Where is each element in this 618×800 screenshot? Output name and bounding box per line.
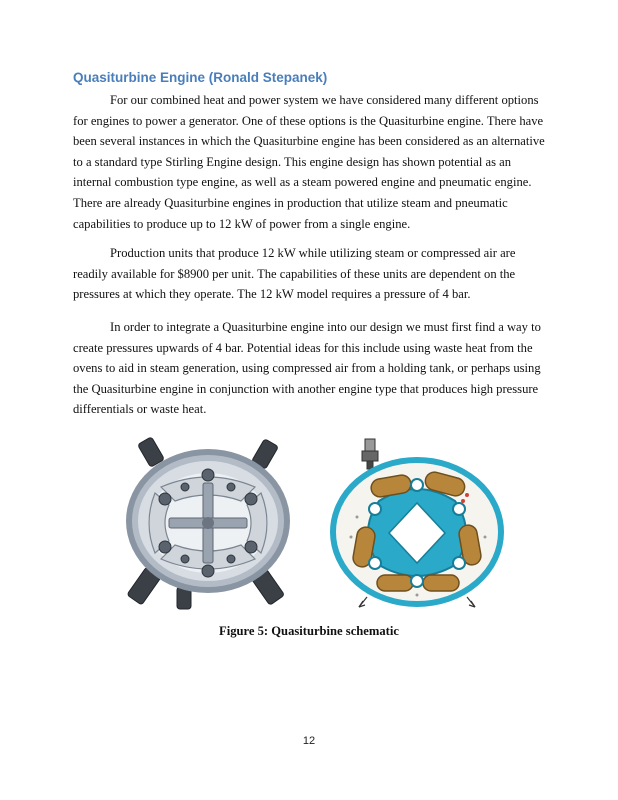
figure-caption: Figure 5: Quasiturbine schematic <box>219 624 399 638</box>
page-number: 12 <box>302 735 316 747</box>
paragraph-2: Production units that produce 12 kW while utilizing steam or compressed air are readily available for $8900 per unit. The capabilities of these units are dependent on the pressures at which they operate. The 12 kW model requires a pressure of 4 bar. <box>73 246 516 302</box>
section-heading: Quasiturbine Engine (Ronald Stepanek) <box>73 70 328 85</box>
paragraph-3: In order to integrate a Quasiturbine engine into our design we must first find a way to create pressures upwards of 4 bar. Potential ideas for this include using waste heat from the ovens to aid in steam generation, using compressed air from a holding tank, or perhaps using the Quasiturbine engine in conjunction with another engine type that produces high pressure differentials or waste heat. <box>73 320 541 417</box>
quasiturbine-schematic-diagram <box>327 437 507 612</box>
quasiturbine-photo-image <box>121 437 296 612</box>
paragraph-1: For our combined heat and power system we have considered many different options for engines to power a generator. One of these options is the Quasiturbine engine. There have been several instances in which the Quasiturbine engine has been considered as an alternative to a standard type Stirling Engine design. This engine design has shown potential as an internal combustion type engine, as well as a steam powered engine and pneumatic engine. There are already Quasiturbine engines in production that utilize steam and pneumatic capabilities to produce up to 12 kW of power from a single engine. <box>73 93 545 231</box>
